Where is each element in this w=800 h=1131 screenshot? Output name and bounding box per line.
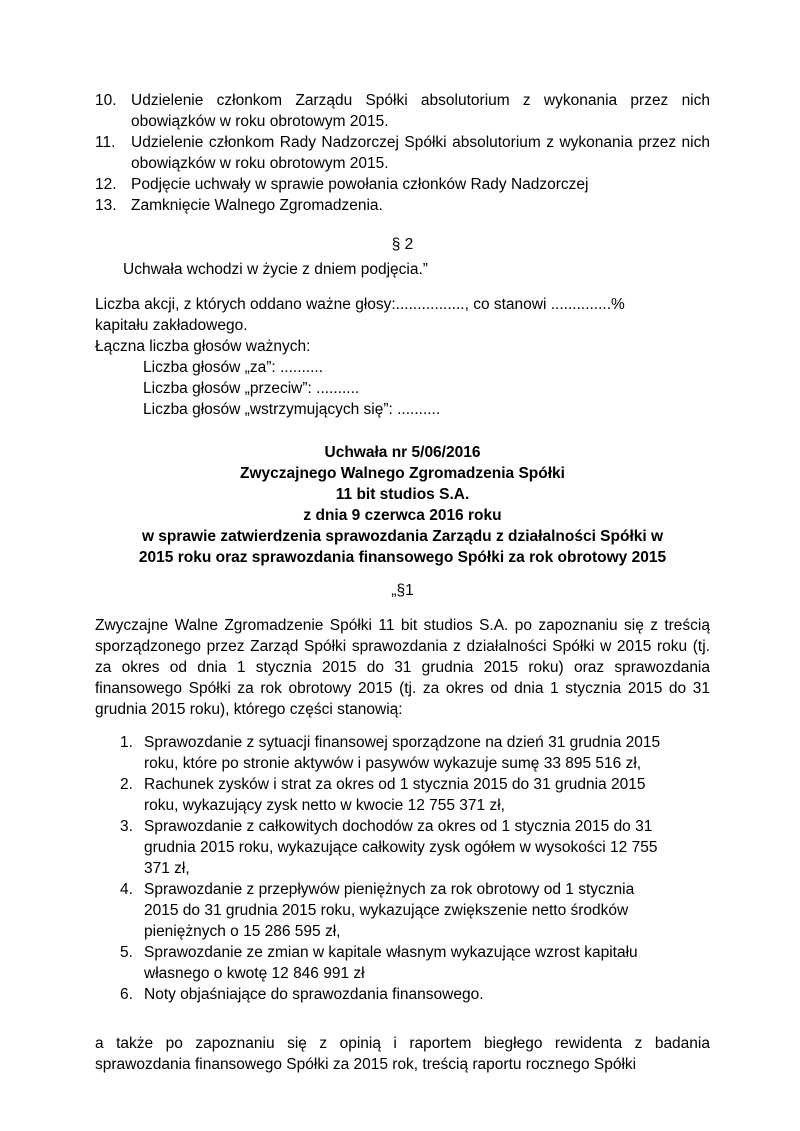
- resolution-title: [95, 442, 710, 568]
- voting-votes-abstain-line: Liczba głosów „wstrzymujących się”: ..........: [143, 401, 441, 418]
- statement-item-text: Sprawozdanie z całkowitych dochodów za okres od 1 stycznia 2015 do 31 grudnia 2015 roku, wykazujące całkowity zysk ogółem w wysokości 12 755 371 zł,: [144, 818, 658, 877]
- agenda-item-text: Podjęcie uchwały w sprawie powołania członków Rady Nadzorczej: [131, 176, 589, 193]
- agenda-item-number: 12.: [95, 176, 117, 193]
- resolution-title-number: Uchwała nr 5/06/2016: [324, 444, 481, 461]
- closing-paragraph: a także po zapoznaniu się z opinią i raportem biegłego rewidenta z badania sprawozdania finansowego Spółki za 2015 rok, treścią raportu rocznego Spółki: [95, 1035, 710, 1073]
- statement-item: [120, 879, 665, 942]
- section2-body: Uchwała wchodzi w życie z dniem podjęcia.”: [123, 261, 428, 278]
- statement-item: [120, 816, 665, 879]
- resolution-title-assembly: Zwyczajnego Walnego Zgromadzenia Spółki: [240, 465, 565, 482]
- agenda-item: [95, 132, 710, 174]
- agenda-item-number: 11.: [95, 134, 116, 151]
- voting-summary: [95, 294, 710, 420]
- statement-item: [120, 774, 665, 816]
- voting-shares-line: Liczba akcji, z których oddano ważne głosy:................, co stanowi ..............%: [95, 296, 625, 313]
- resolution-title-date: z dnia 9 czerwca 2016 roku: [303, 507, 502, 524]
- section2-heading: § 2: [391, 236, 414, 253]
- section1-heading: „§1: [391, 582, 414, 599]
- statement-item-number: 1.: [120, 734, 133, 751]
- statement-item: [120, 732, 665, 774]
- statement-item-text: Sprawozdanie z przepływów pieniężnych za rok obrotowy od 1 stycznia 2015 do 31 grudnia 2015 roku, wykazujące zwiększenie netto środków pieniężnych o 15 286 595 zł,: [144, 881, 635, 940]
- statement-item: [120, 942, 665, 984]
- statement-item-text: Sprawozdanie z sytuacji finansowej sporządzone na dzień 31 grudnia 2015 roku, które po stronie aktywów i pasywów wykazuje sumę 33 895 516 zł,: [144, 734, 661, 772]
- agenda-item: [95, 90, 710, 132]
- statement-item-number: 3.: [120, 818, 133, 835]
- voting-votes-against-line: Liczba głosów „przeciw”: ..........: [143, 380, 360, 397]
- financial-statements-list: [120, 732, 665, 1005]
- agenda-list: [95, 90, 710, 216]
- voting-total-line: Łączna liczba głosów ważnych:: [95, 338, 311, 355]
- statement-item-number: 5.: [120, 944, 133, 961]
- statement-item-number: 2.: [120, 776, 133, 793]
- voting-votes-for-line: Liczba głosów „za”: ..........: [143, 359, 324, 376]
- resolution-title-subject-line1: w sprawie zatwierdzenia sprawozdania Zarządu z działalności Spółki w: [141, 528, 664, 545]
- agenda-item-text: Zamknięcie Walnego Zgromadzenia.: [131, 197, 383, 214]
- agenda-item: [95, 174, 710, 195]
- agenda-item-text: Udzielenie członkom Rady Nadzorczej Spółki absolutorium z wykonania przez nich obowiązków w roku obrotowym 2015.: [131, 134, 710, 172]
- voting-shares-line-continued: kapitału zakładowego.: [95, 317, 248, 334]
- agenda-item-text: Udzielenie członkom Zarządu Spółki absolutorium z wykonania przez nich obowiązków w roku obrotowym 2015.: [131, 92, 710, 130]
- resolution-intro-paragraph: Zwyczajne Walne Zgromadzenie Spółki 11 bit studios S.A. po zapoznaniu się z treścią sporządzonego przez Zarząd Spółki sprawozdania z działalności Spółki w 2015 roku (tj. za okres od dnia 1 stycznia 2015 do 31 grudnia 2015 roku) oraz sprawozdania finansowego Spółki za rok obrotowy 2015 (tj. za okres od dnia 1 stycznia 2015 do 31 grudnia 2015 roku), którego części stanowią:: [95, 617, 710, 718]
- resolution-title-company: 11 bit studios S.A.: [335, 486, 470, 503]
- agenda-item: [95, 195, 710, 216]
- statement-item-text: Sprawozdanie ze zmian w kapitale własnym wykazujące wzrost kapitału własnego o kwotę 12 846 991 zł: [144, 944, 638, 982]
- statement-item-text: Rachunek zysków i strat za okres od 1 stycznia 2015 do 31 grudnia 2015 roku, wykazujący zysk netto w kwocie 12 755 371 zł,: [144, 776, 646, 814]
- statement-item-number: 6.: [120, 986, 133, 1003]
- agenda-item-number: 13.: [95, 197, 117, 214]
- statement-item: [120, 984, 665, 1005]
- statement-item-number: 4.: [120, 881, 133, 898]
- agenda-item-number: 10.: [95, 92, 117, 109]
- statement-item-text: Noty objaśniające do sprawozdania finansowego.: [144, 986, 484, 1003]
- resolution-title-subject-line2: 2015 roku oraz sprawozdania finansowego Spółki za rok obrotowy 2015: [138, 549, 667, 566]
